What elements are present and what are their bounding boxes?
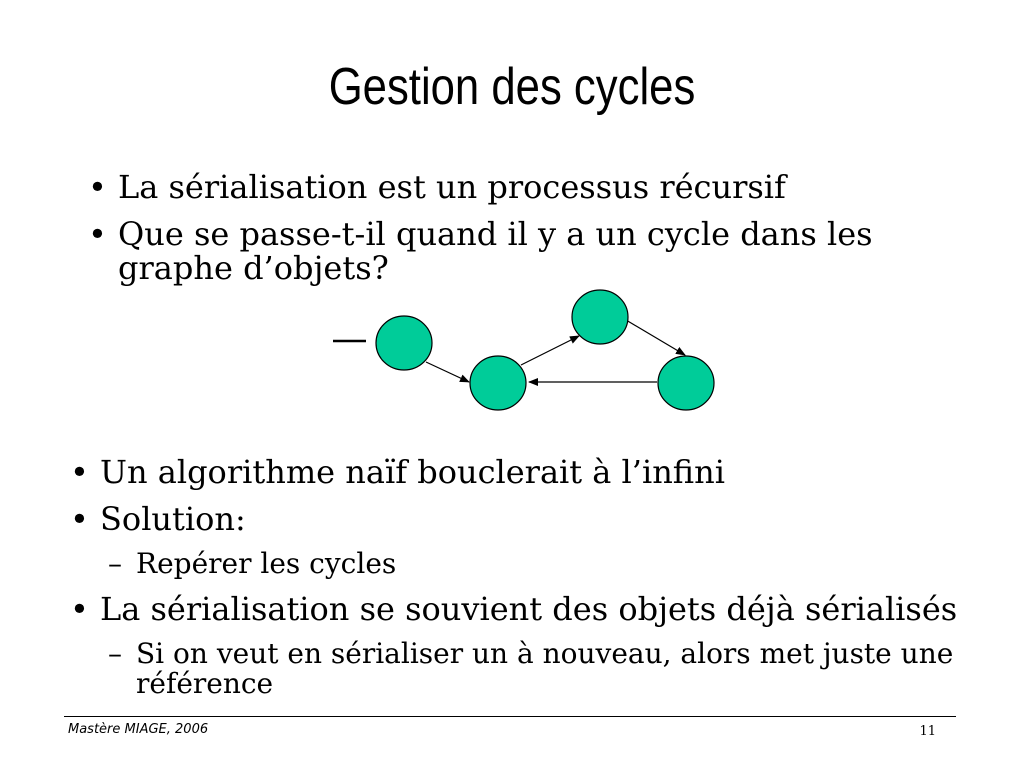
bullet-item: • La sérialisation se souvient des objets déjà sérialisés [64, 592, 964, 626]
bullet-item: • Que se passe-t-il quand il y a un cycle dans les graphe d’objets? [82, 217, 962, 285]
edge-b-c [521, 336, 579, 365]
sub-bullet-item: – Si on veut en sérialiser un à nouveau, alors met juste une référence [64, 639, 964, 699]
footer-course-label: Mastère MIAGE, 2006 [68, 722, 209, 737]
bullet-item: • Solution: [64, 502, 964, 536]
graph-node-d [658, 356, 714, 410]
graph-node-b [470, 356, 526, 410]
page-number: 11 [919, 724, 936, 739]
footer-divider [64, 716, 956, 717]
slide-title: Gestion des cycles [328, 58, 696, 116]
graph-node-c [572, 290, 628, 344]
bottom-bullet-list [64, 455, 964, 712]
bullet-item: • Un algorithme naïf bouclerait à l’infini [64, 455, 964, 489]
sub-bullet-item: – Repérer les cycles [64, 549, 964, 579]
graph-node-a [376, 316, 432, 370]
edge-a-b [426, 362, 469, 382]
bullet-item: • La sérialisation est un processus récursif [82, 170, 962, 204]
edge-c-d [626, 320, 685, 355]
